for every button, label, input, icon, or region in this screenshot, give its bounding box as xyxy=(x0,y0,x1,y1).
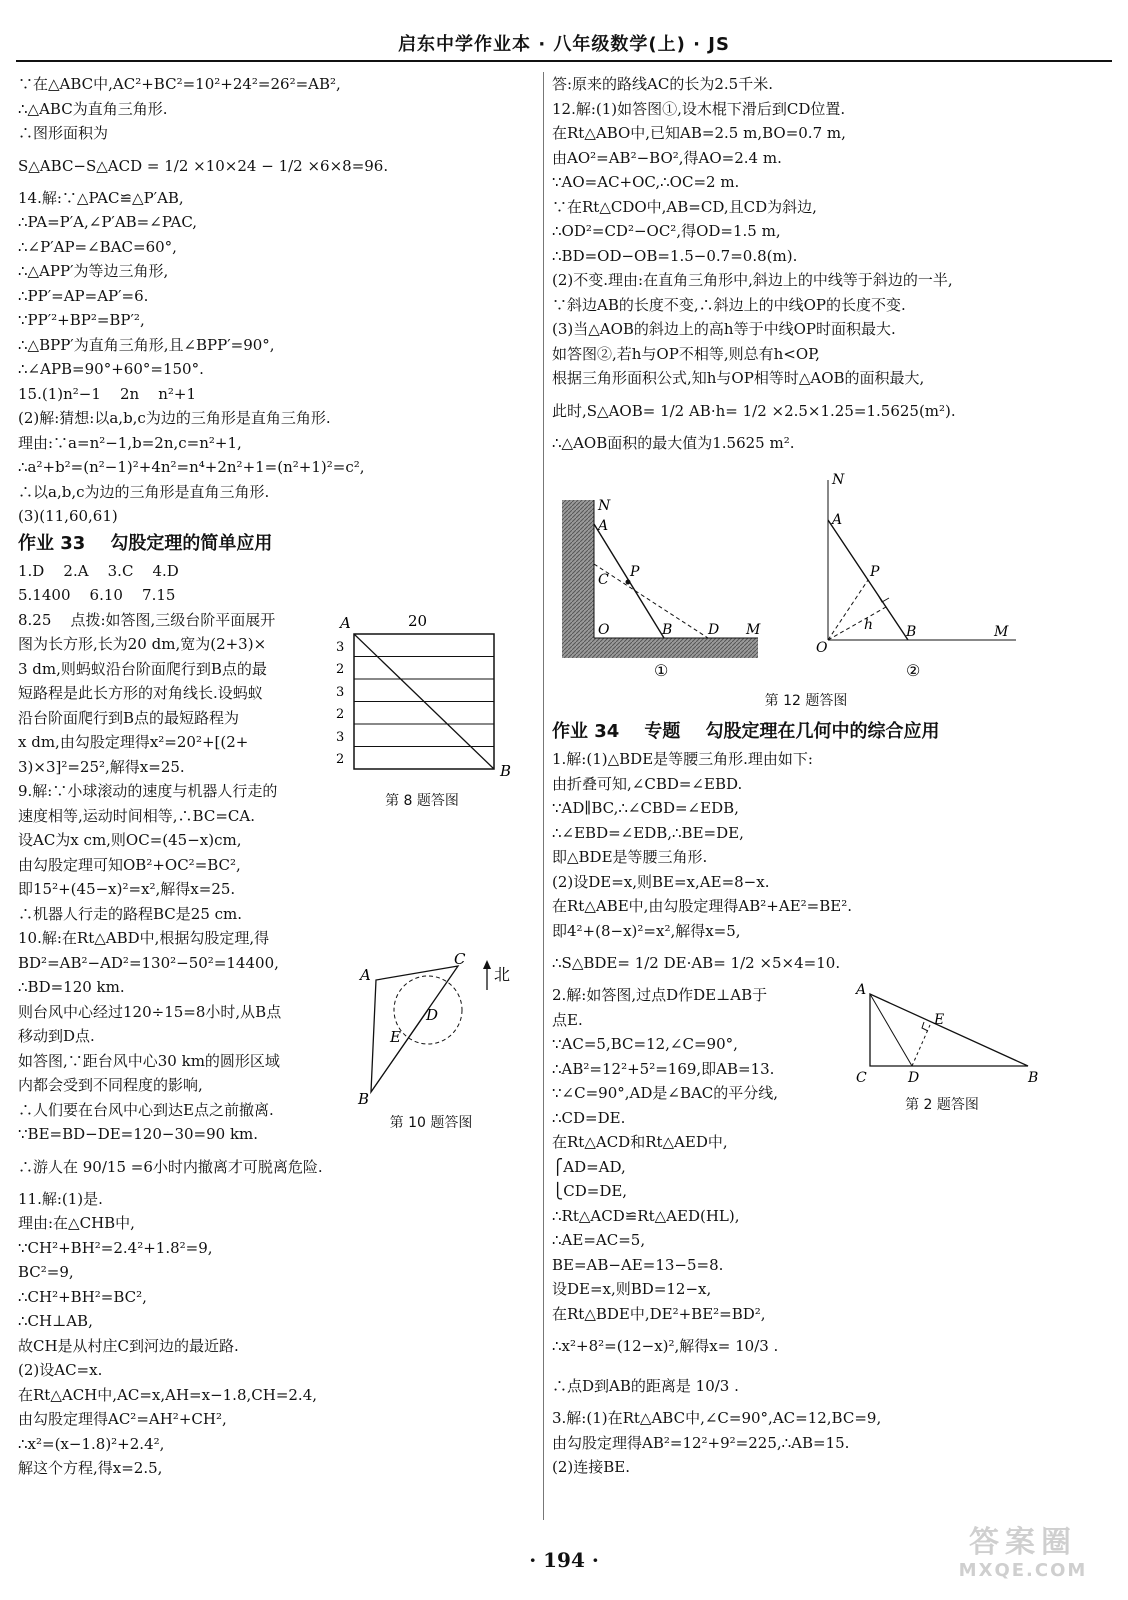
text-line: 由折叠可知,∠CBD=∠EBD. xyxy=(552,774,743,793)
text-line: (3)当△AOB的斜边上的高h等于中线OP时面积最大. xyxy=(552,320,896,338)
step-label: 2 xyxy=(336,707,345,722)
text-line: BE=AB−AE=13−5=8. xyxy=(552,1255,724,1274)
text-line: 10.解:在Rt△ABD中,根据勾股定理,得 xyxy=(18,929,270,947)
text-line: 理由:∵a=n²−1,b=2n,c=n²+1, xyxy=(18,433,242,452)
text-line: ∵AO=AC+OC,∴OC=2 m. xyxy=(552,173,740,191)
text-line: 答:原来的路线AC的长为2.5千米. xyxy=(552,75,773,93)
text-line: ∵∠C=90°,AD是∠BAC的平分线, xyxy=(552,1084,779,1102)
page-number: · 194 · xyxy=(529,1548,599,1572)
text-line: 速度相等,运动时间相等,∴BC=CA. xyxy=(18,806,255,825)
label-m: M xyxy=(746,622,761,638)
label-h: h xyxy=(864,617,874,633)
column-divider xyxy=(543,72,544,1520)
text-line: 由勾股定理得AB²=12²+9²=225,∴AB=15. xyxy=(552,1433,850,1452)
text-line: 即△BDE是等腰三角形. xyxy=(552,848,708,866)
text-line: 在Rt△ABE中,由勾股定理得AB²+AE²=BE². xyxy=(552,897,852,915)
label-a: A xyxy=(598,518,609,534)
step-label: 3 xyxy=(336,685,345,700)
text-line: 9.解:∵小球滚动的速度与机器人行走的 xyxy=(18,782,278,800)
figure-34-2-caption: 第 2 题答图 xyxy=(905,1097,979,1113)
text-line: ∵AD∥BC,∴∠CBD=∠EDB, xyxy=(552,799,739,817)
label-c: C xyxy=(454,952,466,968)
text-line: 此时,S△AOB= 1/2 AB·h= 1/2 ×2.5×1.25=1.5625(m²). xyxy=(552,401,956,420)
watermark-url: MXQE.COM xyxy=(958,1560,1088,1581)
text-line: ∴CH⊥AB, xyxy=(18,1312,93,1330)
step-label: 3 xyxy=(336,640,345,655)
text-line: ∴BD=OD−OB=1.5−0.7=0.8(m). xyxy=(552,246,798,265)
figure-12 xyxy=(556,466,1036,716)
text-line: ∴S△BDE= 1/2 DE·AB= 1/2 ×5×4=10. xyxy=(552,954,841,972)
text-line: BD²=AB²−AD²=130²−50²=14400, xyxy=(18,953,279,972)
label-width: 20 xyxy=(408,612,428,630)
text-line: 在Rt△ACD和Rt△AED中, xyxy=(552,1133,728,1151)
text-line: 即4²+(8−x)²=x²,解得x=5, xyxy=(552,921,741,940)
label-p: P xyxy=(870,564,880,580)
text-line: ∵在△ABC中,AC²+BC²=10²+24²=26²=AB², xyxy=(18,75,341,93)
label-p: P xyxy=(630,564,640,580)
text-line: 2.解:如答图,过点D作DE⊥AB于 xyxy=(552,986,768,1004)
text-line: ∵在Rt△CDO中,AB=CD,且CD为斜边, xyxy=(552,197,817,216)
text-line: ∴CH²+BH²=BC², xyxy=(18,1287,147,1306)
text-line: 12.解:(1)如答图①,设木棍下滑后到CD位置. xyxy=(552,99,846,118)
text-line: ∴人们要在台风中心到达E点之前撤离. xyxy=(18,1100,274,1119)
text-line: ∴∠APB=90°+60°=150°. xyxy=(18,360,204,378)
figure-34-2 xyxy=(852,980,1042,1116)
label-b: B xyxy=(358,1090,370,1108)
section-heading-33: 作业 33 勾股定理的简单应用 xyxy=(18,532,273,554)
text-line: ∴AE=AC=5, xyxy=(552,1231,646,1249)
label-c: C xyxy=(856,1070,867,1086)
label-a: A xyxy=(360,966,371,984)
text-line: ⎩CD=DE, xyxy=(552,1182,628,1200)
section-heading-34: 作业 34 专题 勾股定理在几何中的综合应用 xyxy=(552,721,940,742)
figure-10-diagram xyxy=(356,952,532,1112)
text-line: 15.(1)n²−1 2n n²+1 xyxy=(18,384,197,403)
text-line: 1.解:(1)△BDE是等腰三角形.理由如下: xyxy=(552,750,813,768)
text-line: (2)设DE=x,则BE=x,AE=8−x. xyxy=(552,872,770,891)
text-line: 在Rt△BDE中,DE²+BE²=BD², xyxy=(552,1304,766,1323)
label-o: O xyxy=(598,622,610,638)
text-line: ∴游人在 90/15 =6小时内撤离才可脱离危险. xyxy=(18,1157,323,1176)
text-line: 理由:在△CHB中, xyxy=(18,1214,135,1232)
label-e: E xyxy=(934,1012,945,1028)
text-line: 在Rt△ABO中,已知AB=2.5 m,BO=0.7 m, xyxy=(552,124,846,142)
text-line: (3)(11,60,61) xyxy=(18,507,118,525)
text-line: ∴△ABC为直角三角形. xyxy=(18,99,168,118)
text-line: 移动到D点. xyxy=(18,1027,95,1045)
text-line: 沿台阶面爬行到B点的最短路程为 xyxy=(18,708,240,727)
text-line: 在Rt△ACH中,AC=x,AH=x−1.8,CH=2.4, xyxy=(18,1385,318,1404)
text-line: ∴AB²=12²+5²=169,即AB=13. xyxy=(552,1059,775,1078)
label-a: A xyxy=(340,614,351,632)
text-line: (2)设AC=x. xyxy=(18,1361,103,1379)
text-line: ∵斜边AB的长度不变,∴斜边上的中线OP的长度不变. xyxy=(552,295,906,314)
figure-12-caption: 第 12 题答图 xyxy=(764,693,848,709)
text-line: ∵AC=5,BC=12,∠C=90°, xyxy=(552,1035,738,1053)
label-a: A xyxy=(832,512,843,528)
text-line: ∵BE=BD−DE=120−30=90 km. xyxy=(18,1125,259,1143)
label-d: D xyxy=(426,1006,439,1024)
figure-10 xyxy=(356,952,532,1142)
label-m: M xyxy=(994,624,1009,640)
label-n: N xyxy=(832,472,845,488)
figure-8-diagram xyxy=(332,608,532,798)
text-line: 3.解:(1)在Rt△ABC中,∠C=90°,AC=12,BC=9, xyxy=(552,1409,882,1427)
figure-34-2-diagram xyxy=(852,980,1042,1092)
text-line: ∴PA=P′A,∠P′AB=∠PAC, xyxy=(18,213,198,231)
right-column xyxy=(552,72,1107,1480)
text-line: ∴以a,b,c为边的三角形是直角三角形. xyxy=(18,482,270,501)
text-line: ∴△AOB面积的最大值为1.5625 m². xyxy=(552,433,795,452)
text-line: ∴∠P′AP=∠BAC=60°, xyxy=(18,237,177,256)
text-line: (2)不变.理由:在直角三角形中,斜边上的中线等于斜边的一半, xyxy=(552,271,953,289)
watermark-logo xyxy=(938,1526,1108,1590)
text-line: ∴a²+b²=(n²−1)²+4n²=n⁴+2n²+1=(n²+1)²=c², xyxy=(18,458,365,476)
text-line: 故CH是从村庄C到河边的最近路. xyxy=(18,1336,239,1355)
page-header: 启东中学作业本 · 八年级数学(上) · JS xyxy=(398,34,730,55)
text-line: 设AC为x cm,则OC=(45−x)cm, xyxy=(18,831,242,849)
text-line: 3 dm,则蚂蚁沿台阶面爬行到B点的最 xyxy=(18,659,267,678)
figure-10-caption: 第 10 题答图 xyxy=(389,1115,473,1131)
label-o: O xyxy=(816,640,828,656)
north-label: 北 xyxy=(494,965,511,984)
text-line: 1.D 2.A 3.C 4.D xyxy=(18,561,179,580)
text-line: 如答图,∵距台风中心30 km的圆形区域 xyxy=(18,1051,280,1070)
text-line: ∴Rt△ACD≌Rt△AED(HL), xyxy=(552,1206,740,1225)
text-line: ∵PP′²+BP²=BP′², xyxy=(18,311,145,329)
text-line: ∴△APP′为等边三角形, xyxy=(18,262,169,280)
label-b: B xyxy=(1028,1070,1039,1086)
text-line: 内都会受到不同程度的影响, xyxy=(18,1076,203,1094)
text-line: BC²=9, xyxy=(18,1263,74,1281)
text-line: 8.25 点拨:如答图,三级台阶平面展开 xyxy=(18,610,276,629)
text-line: ∵CH²+BH²=2.4²+1.8²=9, xyxy=(18,1238,213,1257)
text-line: 解这个方程,得x=2.5, xyxy=(18,1459,163,1477)
text-line: ∴点D到AB的距离是 10/3 . xyxy=(552,1377,739,1395)
header-rule xyxy=(16,60,1112,62)
label-b: B xyxy=(500,762,512,780)
label-b: B xyxy=(906,624,917,640)
text-line: x dm,由勾股定理得x²=20²+[(2+ xyxy=(18,733,249,751)
text-line: 3)×3]²=25²,解得x=25. xyxy=(18,757,185,776)
text-line: 根据三角形面积公式,知h与OP相等时△AOB的面积最大, xyxy=(552,369,925,387)
step-label: 3 xyxy=(336,730,345,745)
text-line: 短路程是此长方形的对角线长.设蚂蚁 xyxy=(18,684,263,702)
text-line: 11.解:(1)是. xyxy=(18,1189,103,1208)
label-fig1: ① xyxy=(654,661,669,680)
step-label: 2 xyxy=(336,752,345,767)
label-fig2: ② xyxy=(906,661,921,680)
text-line: 设DE=x,则BD=12−x, xyxy=(552,1280,712,1298)
text-line: (2)连接BE. xyxy=(552,1458,630,1476)
text-line: ⎧AD=AD, xyxy=(552,1157,626,1176)
text-line: 即15²+(45−x)²=x²,解得x=25. xyxy=(18,880,236,898)
text-line: ∴OD²=CD²−OC²,得OD=1.5 m, xyxy=(552,222,781,240)
text-line: ∴x²+8²=(12−x)²,解得x= 10/3 . xyxy=(552,1337,779,1355)
label-a: A xyxy=(856,982,867,998)
text-line: ∴CD=DE. xyxy=(552,1108,626,1127)
label-e: E xyxy=(390,1028,401,1046)
text-line: ∴△BPP′为直角三角形,且∠BPP′=90°, xyxy=(18,335,275,354)
text-line: 由勾股定理可知OB²+OC²=BC², xyxy=(18,855,241,874)
text-line: 点E. xyxy=(552,1010,583,1029)
label-d: D xyxy=(708,622,720,638)
text-line: ∴机器人行走的路程BC是25 cm. xyxy=(18,904,243,923)
text-line: (2)解:猜想:以a,b,c为边的三角形是直角三角形. xyxy=(18,409,331,427)
figure-8-caption: 第 8 题答图 xyxy=(385,793,459,809)
text-line: ∴图形面积为 xyxy=(18,124,109,142)
text-line: 由AO²=AB²−BO²,得AO=2.4 m. xyxy=(552,148,782,167)
watermark-text: 答案圈 xyxy=(969,1525,1077,1560)
text-line: ∴x²=(x−1.8)²+2.4², xyxy=(18,1434,165,1453)
text-line: 由勾股定理得AC²=AH²+CH², xyxy=(18,1410,227,1428)
text-line: 14.解:∵△PAC≌△P′AB, xyxy=(18,188,184,207)
text-line: 5.1400 6.10 7.15 xyxy=(18,586,176,604)
text-line: ∴BD=120 km. xyxy=(18,978,125,996)
text-line: 如答图②,若h与OP不相等,则总有h<OP, xyxy=(552,344,820,363)
text-line: S△ABC−S△ACD = 1/2 ×10×24 − 1/2 ×6×8=96. xyxy=(18,156,389,175)
label-d: D xyxy=(908,1070,920,1086)
text-line: ∴∠EBD=∠EDB,∴BE=DE, xyxy=(552,823,744,842)
text-line: ∴PP′=AP=AP′=6. xyxy=(18,286,149,305)
step-label: 2 xyxy=(336,662,345,677)
label-c: C xyxy=(598,572,609,588)
figure-12-diagram xyxy=(556,466,1036,681)
text-line: 则台风中心经过120÷15=8小时,从B点 xyxy=(18,1002,282,1021)
text-line: 图为长方形,长为20 dm,宽为(2+3)× xyxy=(18,635,267,653)
figure-8 xyxy=(332,608,532,808)
label-n: N xyxy=(598,498,611,514)
label-b: B xyxy=(662,622,673,638)
